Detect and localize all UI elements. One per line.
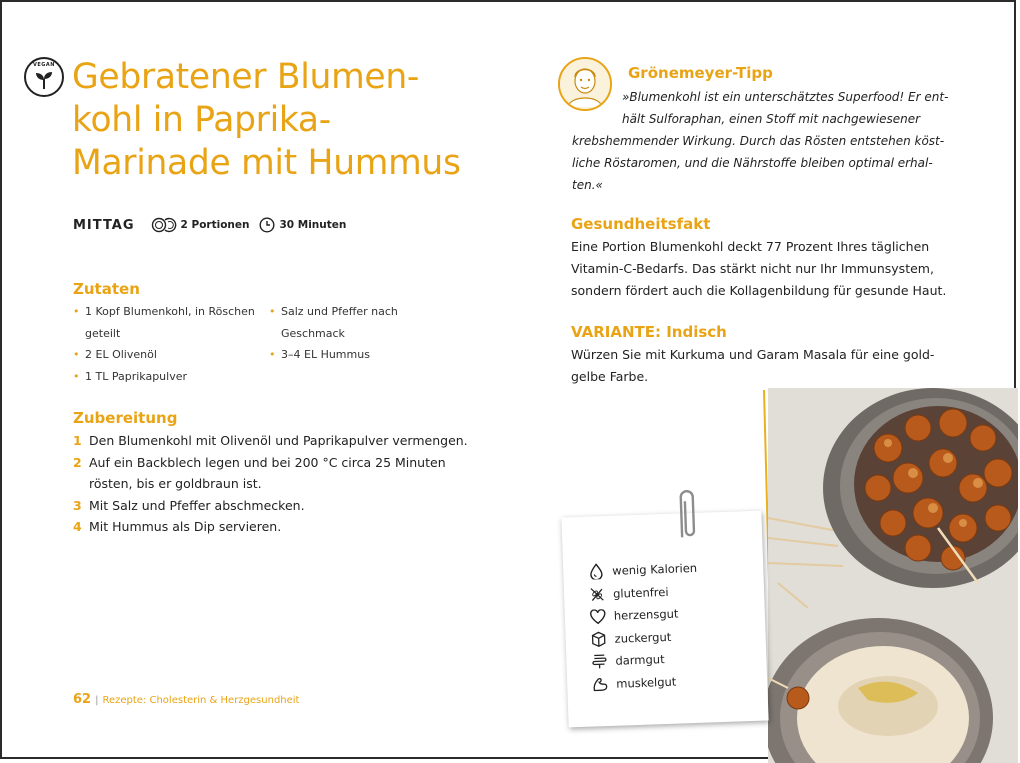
fact-line: Eine Portion Blumenkohl deckt 77 Prozent Ihres täglichen — [571, 239, 930, 254]
sprout-icon — [35, 70, 53, 90]
fact-line: sondern fördert auch die Kollagenbildung für gesunde Haut. — [571, 283, 947, 298]
tipp-line: »Blumenkohl ist ein unterschätztes Superfood! Er ent- — [622, 90, 949, 104]
step-continued: rösten, bis er goldbraun ist. — [89, 476, 262, 491]
ingredient-continued: geteilt — [85, 326, 121, 340]
tipp-line: krebshemmender Wirkung. Durch das Rösten entstehen köst- — [572, 134, 945, 148]
cube-icon — [589, 630, 608, 649]
muscle-icon — [591, 675, 610, 694]
variant-line: gelbe Farbe. — [571, 369, 649, 384]
title-line: Marinade mit Hummus — [72, 143, 461, 183]
heart-icon — [589, 607, 608, 626]
ingredient: • Salz und Pfeffer nach — [269, 305, 398, 318]
preparation-steps — [73, 430, 493, 538]
fact-line: Vitamin-C-Bedarfs. Das stärkt nicht nur Ihr Immunsystem, — [571, 261, 934, 276]
clock-icon — [259, 217, 275, 233]
step: 3 Mit Salz und Pfeffer abschmecken. — [73, 497, 305, 513]
variant-heading: VARIANTE: Indisch — [571, 323, 727, 341]
title-line: Gebratener Blumen- — [72, 57, 420, 97]
ingredient: • 2 EL Olivenöl — [73, 348, 157, 361]
prep-time: 30 Minuten — [279, 219, 347, 231]
title-line: kohl in Paprika- — [72, 100, 331, 140]
benefit-label: darmgut — [615, 652, 665, 668]
tipp-line: ten.« — [572, 178, 603, 192]
wheat-icon — [588, 585, 607, 604]
benefit-label: glutenfrei — [612, 584, 669, 601]
fact-heading: Gesundheitsfakt — [571, 215, 711, 233]
meal-type: MITTAG — [73, 217, 135, 233]
nutrition-note-card — [561, 511, 768, 728]
recipe-meta — [73, 216, 356, 234]
page-number: 62 — [73, 692, 92, 707]
intestine-icon — [590, 652, 609, 671]
paperclip-icon — [672, 485, 700, 544]
ingredient: • 1 Kopf Blumenkohl, in Röschen — [73, 305, 255, 318]
fact-text — [571, 236, 951, 302]
tipp-line: hält Sulforaphan, einen Stoff mit nachgewiesener — [622, 112, 921, 126]
benefits-list — [587, 557, 701, 696]
benefit-item — [587, 557, 698, 583]
food-photo — [768, 388, 1018, 763]
section-title: Rezepte: Cholesterin & Herzgesundheit — [102, 695, 300, 706]
ingredient-continued: Geschmack — [281, 326, 345, 340]
ingredients-heading: Zutaten — [73, 280, 140, 298]
tipp-text — [572, 86, 952, 196]
ingredient: • 3–4 EL Hummus — [269, 348, 370, 361]
vegan-label: VEGAN — [33, 62, 55, 68]
benefit-label: wenig Kalorien — [612, 560, 698, 578]
portions: 2 Portionen — [180, 219, 250, 231]
step: 2 Auf ein Backblech legen und bei 200 °C circa 25 Minuten — [73, 454, 446, 470]
recipe-title — [72, 56, 472, 185]
tipp-line: liche Röstaromen, und die Nährstoffe bleiben optimal erhal- — [572, 156, 933, 170]
variant-text — [571, 344, 951, 388]
benefit-label: muskelgut — [615, 674, 677, 691]
plates-icon — [151, 217, 177, 233]
benefit-label: herzensgut — [613, 606, 679, 623]
variant-line: Würzen Sie mit Kurkuma und Garam Masala für eine gold- — [571, 347, 935, 362]
ingredients-list-2 — [269, 301, 449, 366]
benefit-label: zuckergut — [614, 629, 672, 646]
tipp-heading: Grönemeyer-Tipp — [628, 64, 773, 82]
ingredients-list-1 — [73, 301, 263, 387]
ingredient: • 1 TL Paprikapulver — [73, 369, 188, 383]
step: 1 Den Blumenkohl mit Olivenöl und Paprikapulver vermengen. — [73, 433, 468, 448]
step: 4 Mit Hummus als Dip servieren. — [73, 519, 282, 534]
footer-separator: | — [95, 695, 99, 706]
page-footer — [73, 692, 299, 707]
drop-icon — [587, 562, 606, 581]
benefit-item — [591, 669, 702, 695]
vegan-badge — [24, 57, 64, 97]
preparation-heading: Zubereitung — [73, 409, 178, 427]
